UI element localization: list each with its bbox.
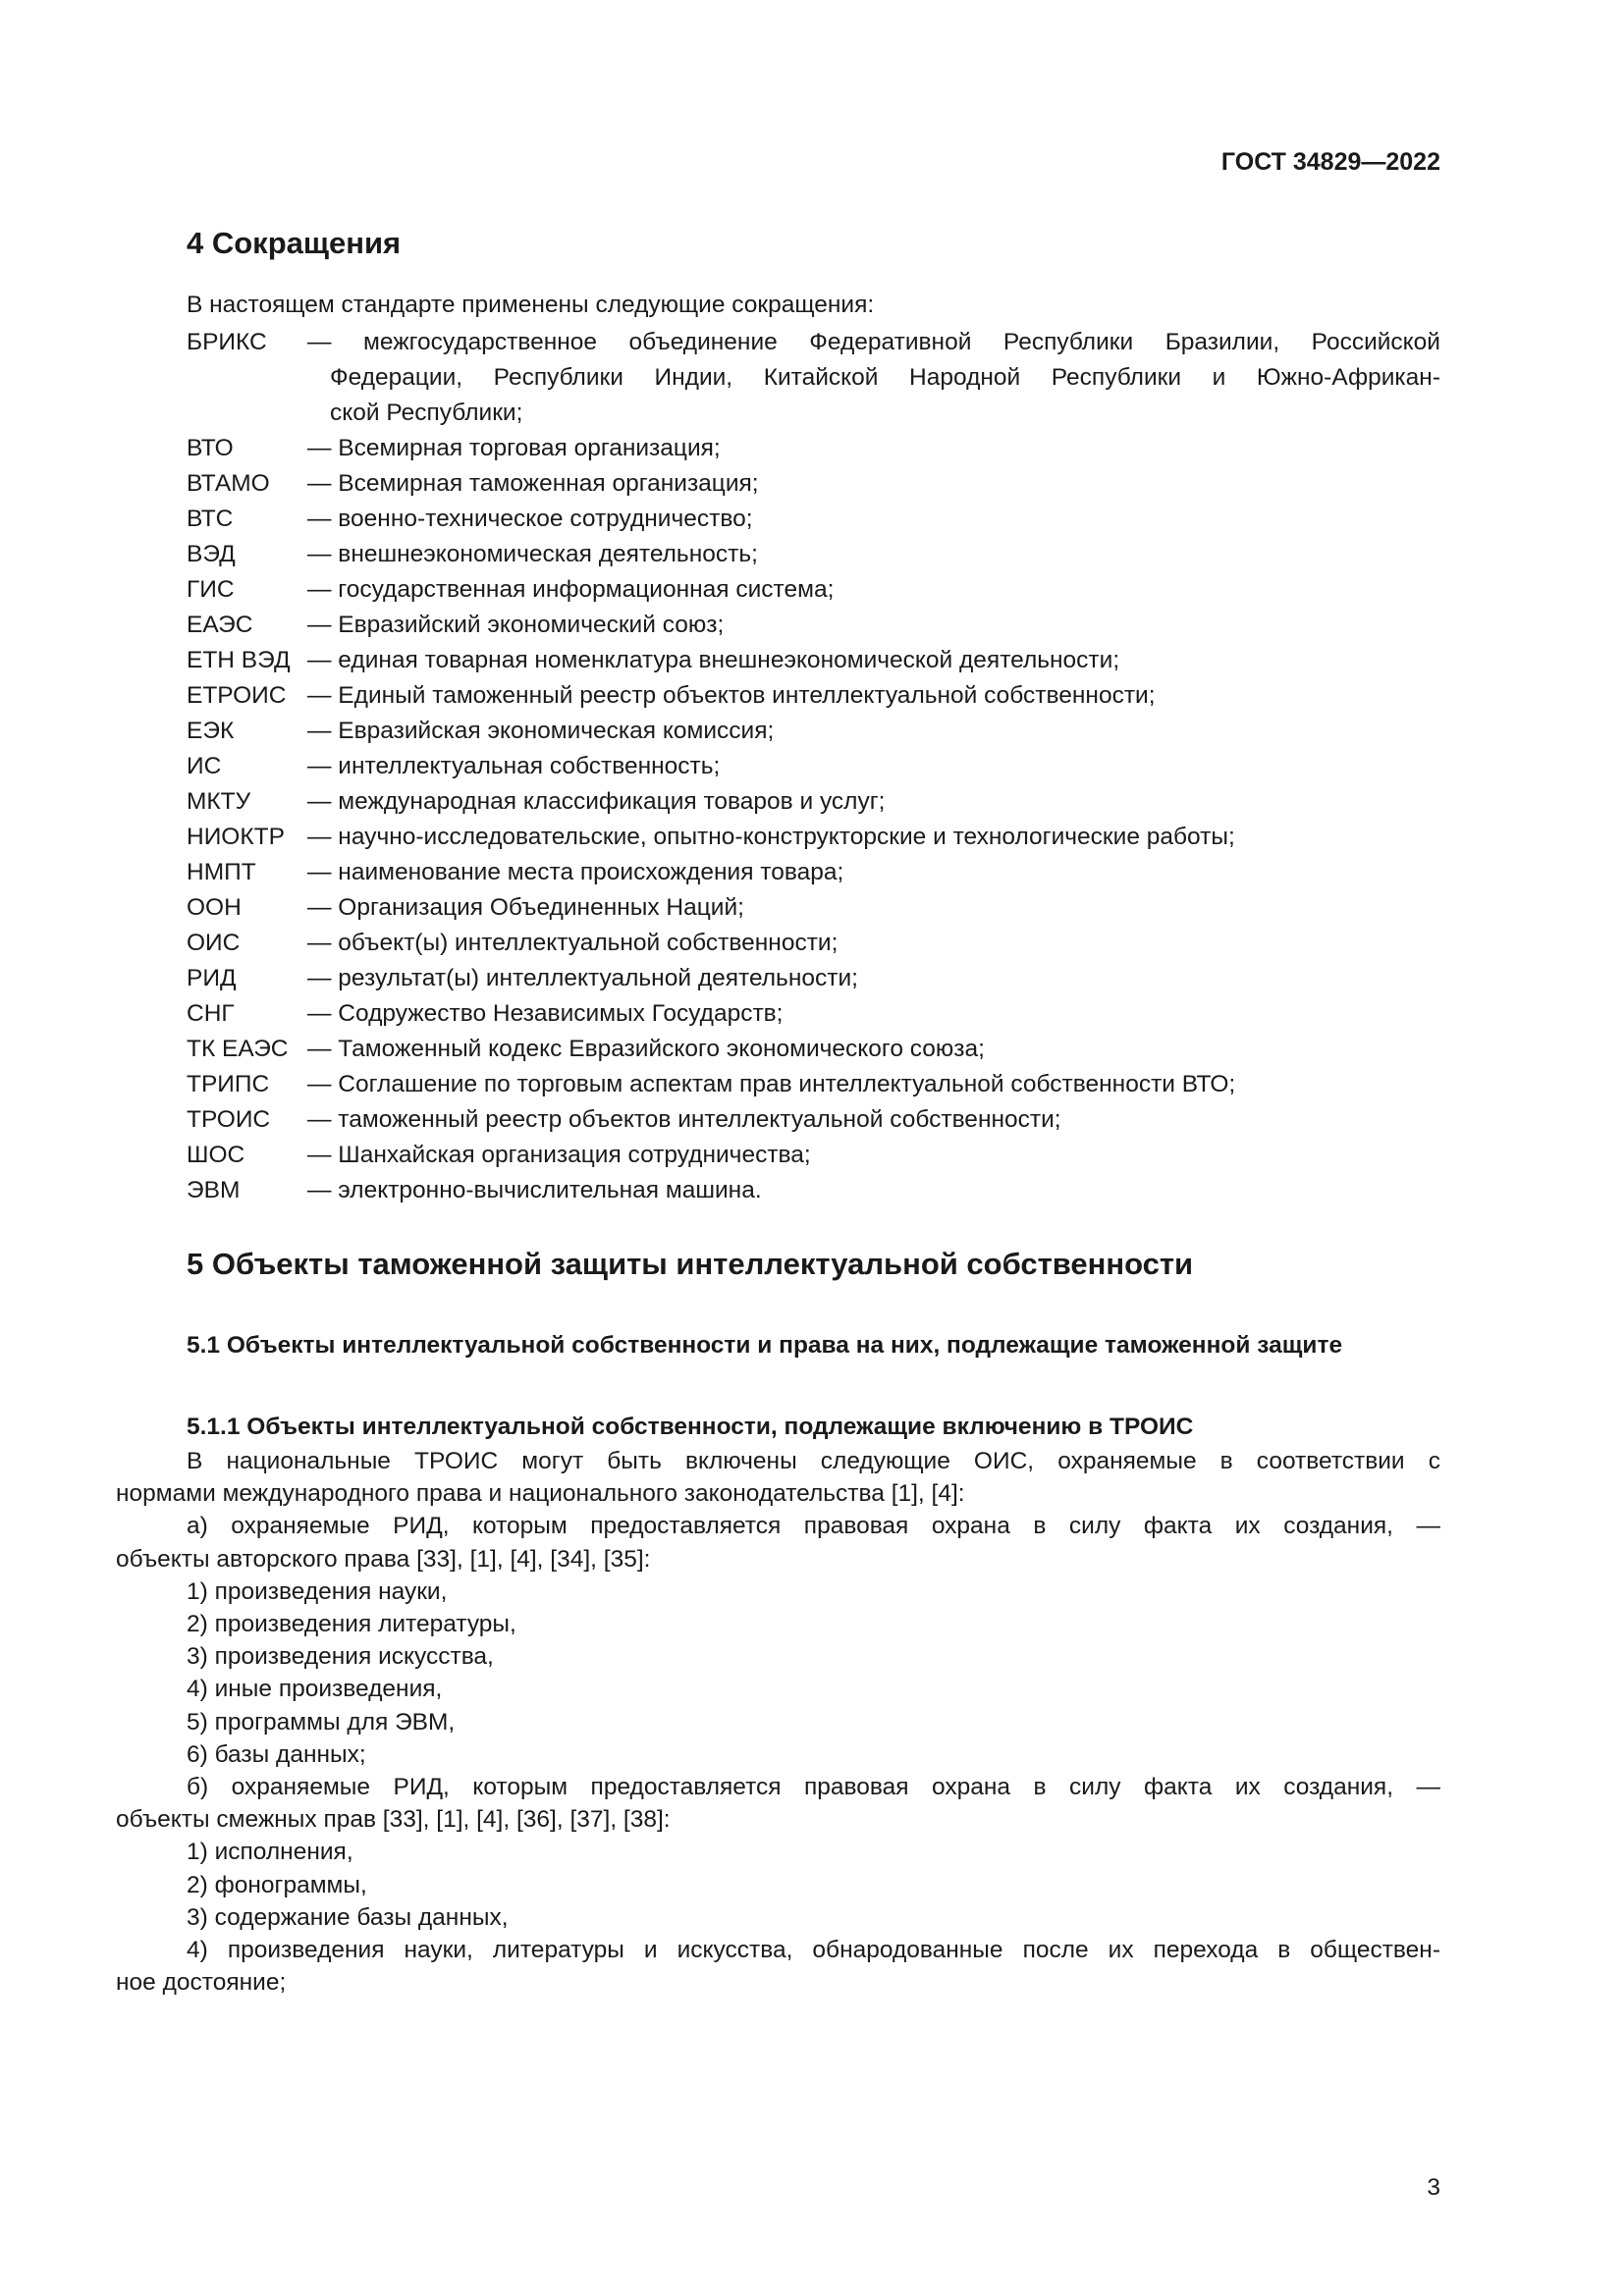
abbreviation-definition	[307, 678, 1440, 714]
abbreviation-item	[187, 855, 1440, 890]
definition-line: — Единый таможенный реестр объектов интеллектуальной собственности;	[307, 682, 1156, 709]
definition-line: — результат(ы) интеллектуальной деятельности;	[307, 965, 858, 991]
paragraph-line: нормами международного права и национального законодательства [1], [4]:	[116, 1480, 965, 1508]
paragraph-line: 3) содержание базы данных,	[187, 1903, 509, 1931]
abbreviation-definition	[307, 572, 1440, 608]
abbreviation-item	[187, 678, 1440, 714]
definition-line: — внешнеэкономическая деятельность;	[307, 541, 758, 567]
abbreviation-term: ВТО	[187, 435, 234, 461]
abbreviation-definition	[307, 820, 1440, 855]
abbreviation-definition	[307, 431, 1440, 466]
paragraph-line: объекты смежных прав [33], [1], [4], [36], [37], [38]:	[116, 1806, 671, 1834]
abbreviation-term: РИД	[187, 965, 237, 991]
definition-line: — Евразийская экономическая комиссия;	[307, 718, 775, 744]
abbreviation-item	[187, 996, 1440, 1032]
abbreviation-item	[187, 961, 1440, 996]
abbreviation-term: ЕТН ВЭД	[187, 647, 291, 673]
abbreviation-definition	[307, 855, 1440, 890]
definition-line: — государственная информационная система;	[307, 576, 835, 603]
abbreviation-item	[187, 608, 1440, 643]
paragraph	[116, 1640, 1440, 1673]
abbreviation-item	[187, 749, 1440, 784]
paragraph-line: 5) программы для ЭВМ,	[187, 1708, 456, 1735]
abbreviation-definition	[307, 749, 1440, 784]
abbreviation-item	[187, 820, 1440, 855]
abbreviation-term: МКТУ	[187, 788, 251, 815]
abbreviation-term: ГИС	[187, 576, 235, 603]
abbreviation-item	[187, 1067, 1440, 1102]
abbreviation-item	[187, 1102, 1440, 1138]
abbreviation-term: ЭВМ	[187, 1177, 241, 1203]
abbreviation-term: ЕАЭС	[187, 612, 253, 638]
abbreviation-definition	[307, 502, 1440, 537]
page-number: 3	[1427, 2174, 1440, 2201]
section-4-title: 4 Сокращения	[187, 226, 402, 260]
abbreviation-item	[187, 325, 1440, 431]
definition-line: — Всемирная таможенная организация;	[307, 470, 759, 497]
paragraph	[116, 1836, 1440, 1868]
definition-line: — таможенный реестр объектов интеллектуальной собственности;	[307, 1106, 1061, 1133]
definition-line: — Соглашение по торговым аспектам прав интеллектуальной собственности ВТО;	[307, 1071, 1236, 1097]
paragraph-line: а) охраняемые РИД, которым предоставляется правовая охрана в силу факта их создания, —	[187, 1513, 1440, 1540]
abbreviation-definition	[307, 784, 1440, 820]
definition-line: — Шанхайская организация сотрудничества;	[307, 1142, 811, 1168]
abbreviation-term: ООН	[187, 894, 242, 921]
abbreviation-item	[187, 1032, 1440, 1067]
abbreviation-definition	[307, 961, 1440, 996]
abbreviation-term: ИС	[187, 753, 222, 779]
abbreviation-item	[187, 714, 1440, 749]
abbreviation-definition	[307, 466, 1440, 502]
definition-line: — международная классификация товаров и услуг;	[307, 788, 886, 815]
paragraph-line: 1) исполнения,	[187, 1839, 353, 1866]
definition-line: — межгосударственное объединение Федеративной Республики Бразилии, Российской	[307, 329, 1440, 355]
abbreviation-definition	[307, 608, 1440, 643]
definition-line: — электронно-вычислительная машина.	[307, 1177, 762, 1203]
paragraph	[116, 1934, 1440, 1999]
abbreviation-definition	[307, 643, 1440, 678]
paragraph	[116, 1575, 1440, 1608]
document-code: ГОСТ 34829—2022	[1220, 148, 1440, 176]
definition-line: — Организация Объединенных Наций;	[307, 894, 744, 921]
abbreviation-definition	[307, 1173, 1440, 1208]
abbreviation-definition	[307, 1102, 1440, 1138]
paragraph-line: объекты авторского права [33], [1], [4], [34], [35]:	[116, 1545, 651, 1573]
section-5-title: 5 Объекты таможенной защиты интеллектуальной собственности	[187, 1247, 1194, 1281]
paragraph-line: 2) фонограммы,	[187, 1871, 367, 1898]
paragraph	[116, 1738, 1440, 1771]
definition-line: — интеллектуальная собственность;	[307, 753, 721, 779]
section-4-intro: В настоящем стандарте применены следующие сокращения:	[187, 292, 875, 318]
definition-line: — Таможенный кодекс Евразийского экономического союза;	[307, 1036, 985, 1062]
abbreviation-item	[187, 926, 1440, 961]
abbreviation-definition	[307, 1138, 1440, 1173]
paragraph	[116, 1445, 1440, 1510]
definition-line: — научно-исследовательские, опытно-конструкторские и технологические работы;	[307, 824, 1235, 850]
paragraph-line: 6) базы данных;	[187, 1740, 366, 1768]
abbreviation-definition	[307, 926, 1440, 961]
abbreviation-term: НМПТ	[187, 859, 256, 885]
definition-line: — единая товарная номенклатура внешнеэкономической деятельности;	[307, 647, 1120, 673]
abbreviation-definition	[307, 1032, 1440, 1067]
abbreviation-definition	[307, 325, 1440, 431]
paragraph-line: ное достояние;	[116, 1969, 287, 1997]
definition-line: — военно-техническое сотрудничество;	[307, 506, 753, 532]
definition-line: Федерации, Республики Индии, Китайской Народной Республики и Южно-Африкан-	[330, 364, 1440, 391]
paragraph	[116, 1901, 1440, 1934]
abbreviation-term: ШОС	[187, 1142, 245, 1168]
subsection-5-1-1-title: 5.1.1 Объекты интеллектуальной собственности, подлежащие включению в ТРОИС	[187, 1414, 1194, 1440]
subsection-5-1-title: 5.1 Объекты интеллектуальной собственности и права на них, подлежащие таможенной защите	[187, 1332, 1343, 1359]
abbreviation-item	[187, 1138, 1440, 1173]
definition-line: — Евразийский экономический союз;	[307, 612, 725, 638]
abbreviation-term: ТРОИС	[187, 1106, 271, 1133]
paragraph-line: 4) произведения науки, литературы и искусства, обнародованные после их перехода в обществен-	[187, 1937, 1440, 1964]
paragraph-line: 4) иные произведения,	[187, 1676, 443, 1703]
definition-line: — Всемирная торговая организация;	[307, 435, 721, 461]
paragraph-line: 2) произведения литературы,	[187, 1611, 516, 1638]
abbreviation-term: СНГ	[187, 1000, 235, 1027]
abbreviation-term: ОИС	[187, 930, 241, 956]
abbreviation-term: ЕТРОИС	[187, 682, 287, 709]
paragraph	[116, 1510, 1440, 1575]
definition-line: ской Республики;	[330, 400, 523, 426]
abbreviation-term: ВЭД	[187, 541, 236, 567]
section-5-body	[116, 1445, 1440, 1999]
abbreviation-item	[187, 537, 1440, 572]
abbreviation-item	[187, 502, 1440, 537]
paragraph	[116, 1869, 1440, 1901]
abbreviation-item	[187, 643, 1440, 678]
definition-line: — Содружество Независимых Государств;	[307, 1000, 784, 1027]
paragraph-line: В национальные ТРОИС могут быть включены следующие ОИС, охраняемые в соответствии с	[187, 1448, 1440, 1474]
paragraph	[116, 1608, 1440, 1640]
abbreviation-term: ЕЭК	[187, 718, 235, 744]
abbreviation-item	[187, 466, 1440, 502]
abbreviation-definition	[307, 1067, 1440, 1102]
paragraph	[116, 1771, 1440, 1836]
abbreviation-term: ВТС	[187, 506, 234, 532]
abbreviation-definition	[307, 537, 1440, 572]
definition-line: — наименование места происхождения товара;	[307, 859, 844, 885]
abbreviation-item	[187, 572, 1440, 608]
abbreviation-term: ТРИПС	[187, 1071, 270, 1097]
abbreviation-definition	[307, 996, 1440, 1032]
abbreviation-term: ТК ЕАЭС	[187, 1036, 289, 1062]
abbreviation-item	[187, 1173, 1440, 1208]
paragraph	[116, 1673, 1440, 1705]
abbreviation-list	[187, 325, 1440, 1208]
abbreviation-item	[187, 784, 1440, 820]
abbreviation-term: ВТАМО	[187, 470, 270, 497]
abbreviation-definition	[307, 890, 1440, 926]
abbreviation-definition	[307, 714, 1440, 749]
abbreviation-term: БРИКС	[187, 329, 267, 355]
paragraph	[116, 1706, 1440, 1738]
definition-line: — объект(ы) интеллектуальной собственности;	[307, 930, 839, 956]
abbreviation-item	[187, 431, 1440, 466]
paragraph-line: 1) произведения науки,	[187, 1577, 448, 1605]
abbreviation-term: НИОКТР	[187, 824, 285, 850]
paragraph-line: б) охраняемые РИД, которым предоставляется правовая охрана в силу факта их создания, —	[187, 1774, 1440, 1801]
abbreviation-item	[187, 890, 1440, 926]
paragraph-line: 3) произведения искусства,	[187, 1643, 494, 1671]
